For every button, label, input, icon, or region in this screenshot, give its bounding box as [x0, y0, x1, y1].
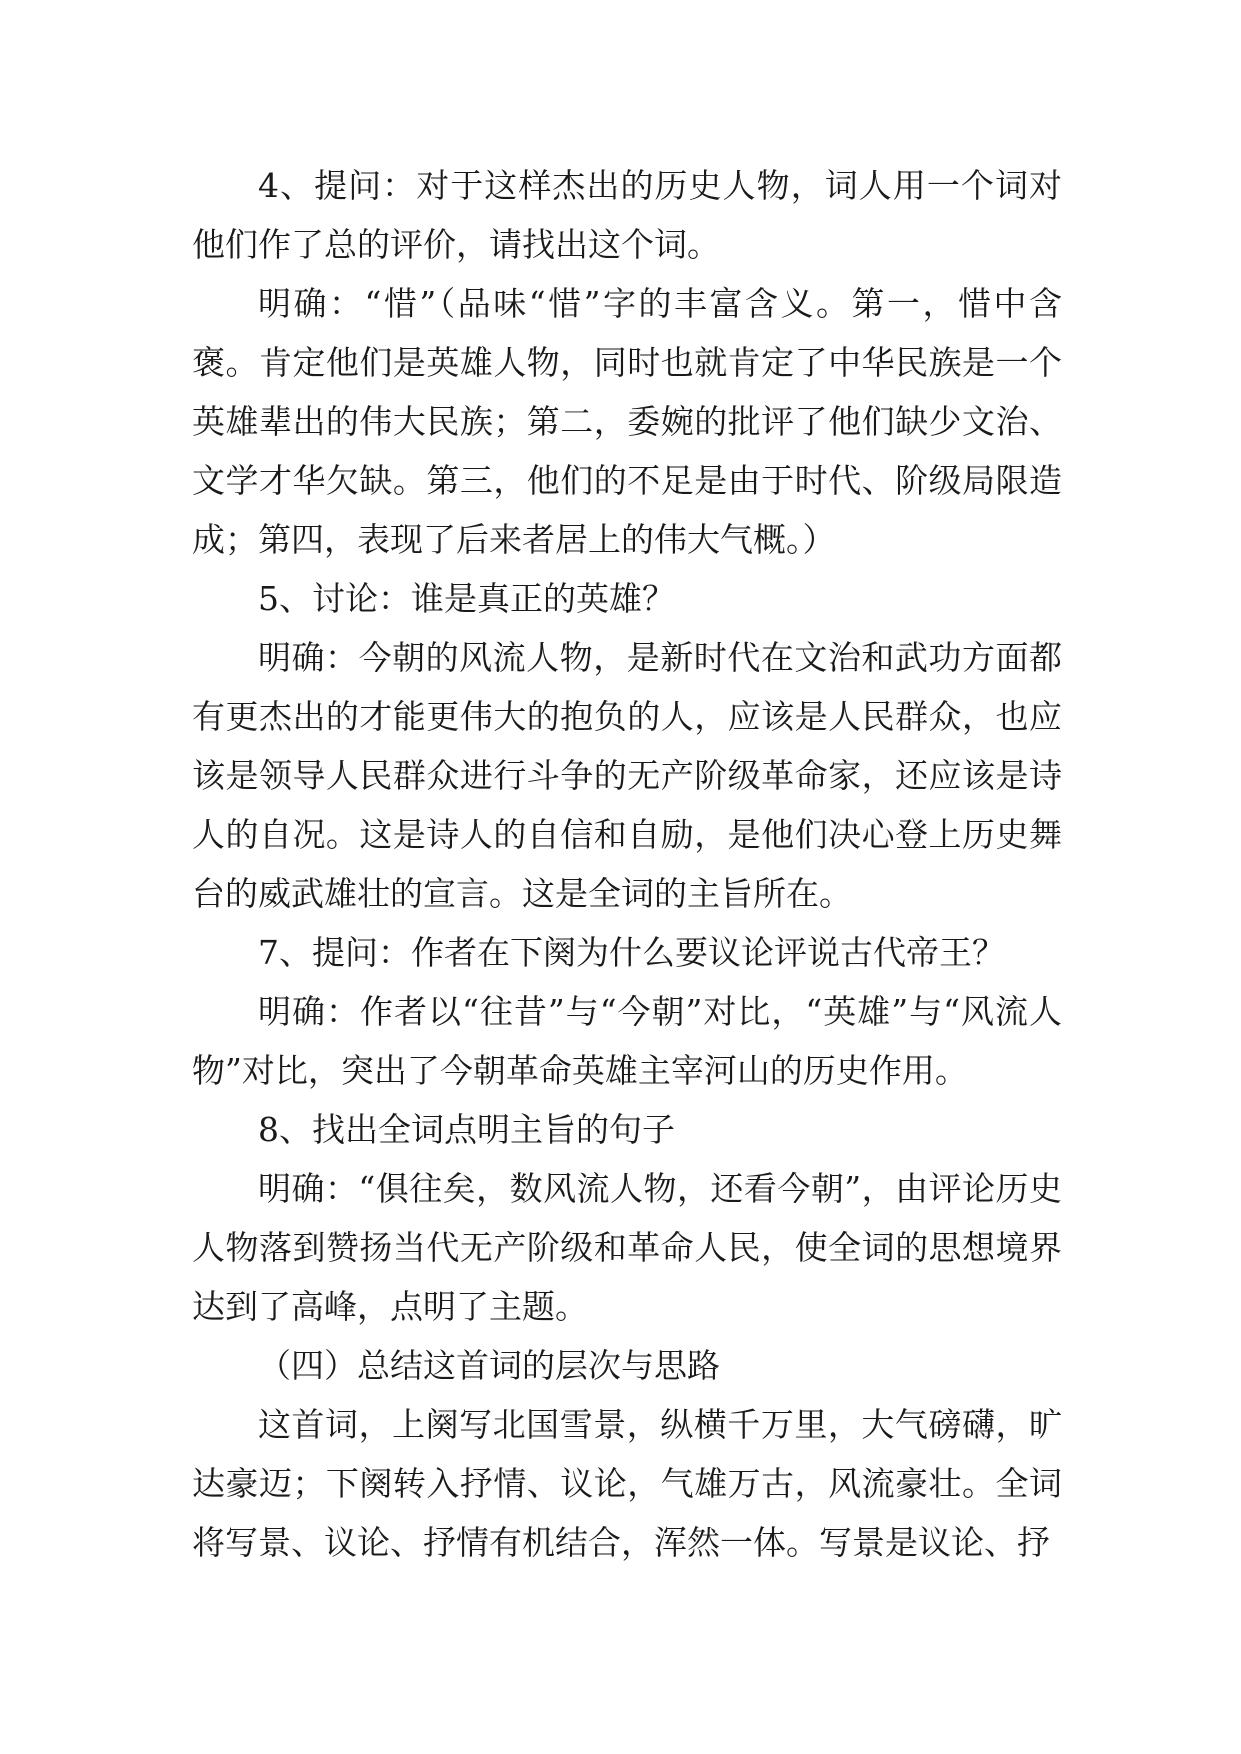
summary-paragraph: 这首词，上阕写北国雪景，纵横千万里，大气磅礴，旷达豪迈；下阕转入抒情、议论，气雄万古，风流豪壮。全词将写景、议论、抒情有机结合，浑然一体。写景是议论、抒 — [192, 1405, 1062, 1562]
question-7-paragraph: 7、提问：作者在下阕为什么要议论评说古代帝王？ — [258, 933, 1005, 972]
document-page — [192, 156, 1062, 1572]
question-8-paragraph: 8、找出全词点明主旨的句子 — [258, 1110, 675, 1149]
answer-7-paragraph: 明确：作者以“往昔”与“今朝”对比，“英雄”与“风流人物”对比，突出了今朝革命英雄主宰河山的历史作用。 — [192, 992, 1062, 1090]
answer-8-paragraph: 明确：“俱往矣，数风流人物，还看今朝”，由评论历史人物落到赞扬当代无产阶级和革命人民，使全词的思想境界达到了高峰，点明了主题。 — [192, 1169, 1062, 1326]
answer-4-paragraph: 明确：“惜”（品味“惜”字的丰富含义。第一，惜中含褒。肯定他们是英雄人物，同时也就肯定了中华民族是一个英雄辈出的伟大民族；第二，委婉的批评了他们缺少文治、文学才华欠缺。第三，他们的不足是由于时代、阶级局限造成；第四，表现了后来者居上的伟大气概。） — [192, 284, 1062, 559]
question-4-paragraph: 4、提问：对于这样杰出的历史人物，词人用一个词对他们作了总的评价，请找出这个词。 — [192, 166, 1062, 264]
section-4-heading: （四）总结这首词的层次与思路 — [258, 1346, 720, 1385]
answer-5-paragraph: 明确：今朝的风流人物，是新时代在文治和武功方面都有更杰出的才能更伟大的抱负的人，应该是人民群众，也应该是领导人民群众进行斗争的无产阶级革命家，还应该是诗人的自况。这是诗人的自信和自励，是他们决心登上历史舞台的威武雄壮的宣言。这是全词的主旨所在。 — [192, 638, 1062, 913]
question-5-paragraph: 5、讨论：谁是真正的英雄？ — [258, 579, 675, 618]
